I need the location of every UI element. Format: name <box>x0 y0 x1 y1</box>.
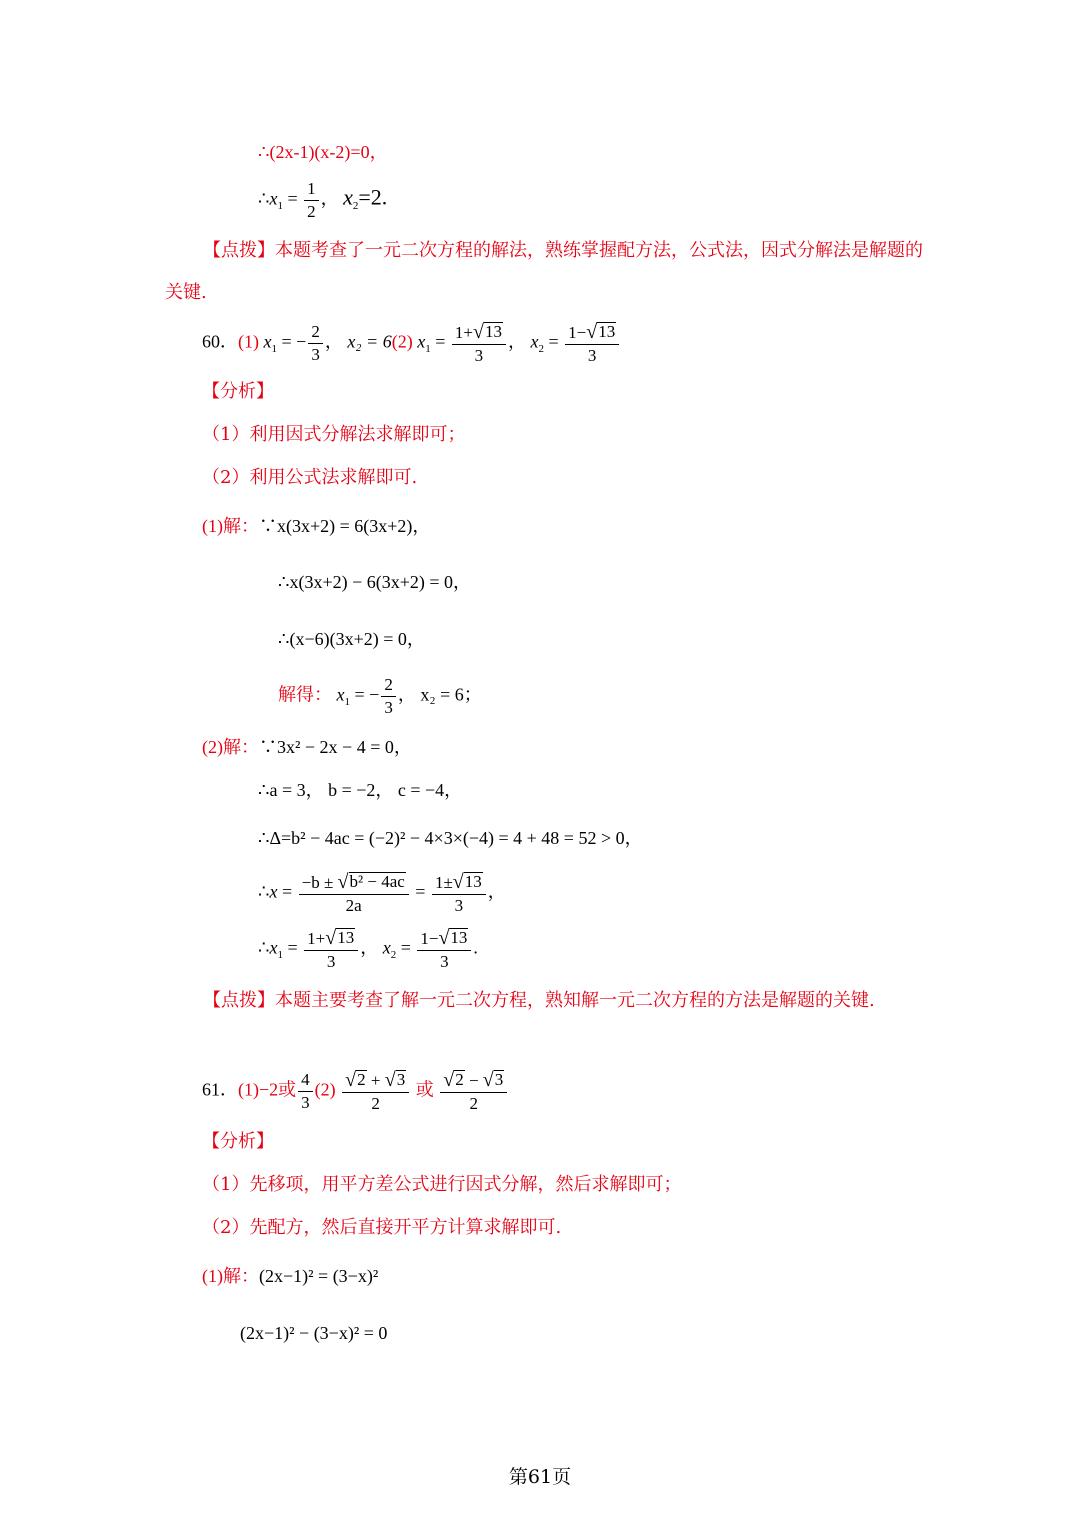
hint-paragraph-1: 【点拨】本题考查了一元二次方程的解法，熟练掌握配方法，公式法，因式分解法是解题的关键. <box>165 240 923 303</box>
q60-solution-1-line-2: ∴x(3x+2) − 6(3x+2) = 0， <box>278 572 472 592</box>
analysis-60-2: （2）利用公式法求解即可. <box>202 467 418 488</box>
q60-answer: 60．(1) $x_1$ = − $\frac{2}{3}$ ， x₂ = 6(2) $x_1$ = 1+ √ 13 3 ， $x_2$ = 1− √ 13 3 <box>202 322 621 365</box>
hint-tag: 【点拨】 <box>203 240 275 261</box>
solution-line-factored: ∴(2x-1)(x-2)=0， <box>258 142 388 162</box>
analysis-61-2: （2）先配方，然后直接开平方计算求解即可. <box>202 1217 562 1238</box>
solution-line-roots: $\therefore x_1$ = $\frac{1}{2}$ ， $x_2=2$. <box>258 179 388 221</box>
q61-solution-1-line-1: (1)解：(2x−1)² = (3−x)² <box>202 1266 379 1286</box>
hint-paragraph-2: 【点拨】本题主要考查了解一元二次方程，熟知解一元二次方程的方法是解题的关键. <box>203 990 875 1011</box>
q60-solution-2-line-2: ∴a = 3， b = −2， c = −4， <box>258 780 463 800</box>
q60-solution-2-line-3: ∴Δ=b² − 4ac = (−2)² − 4×3×(−4) = 4 + 48 = 52 > 0， <box>258 828 643 848</box>
hint-tag: 【点拨】 <box>203 990 275 1011</box>
q61-solution-1-line-2: (2x−1)² − (3−x)² = 0 <box>240 1323 388 1343</box>
page-number: 第61页 <box>508 1466 572 1488</box>
q60-solution-2-line-5: $\therefore x_1$ = 1+ √ 13 3 ， $x_2$ = 1− √ 13 3 . <box>258 927 478 971</box>
analysis-heading-61: 【分析】 <box>202 1131 274 1152</box>
analysis-60-1: （1）利用因式分解法求解即可； <box>202 424 466 445</box>
analysis-heading-60: 【分析】 <box>202 381 274 402</box>
q61-answer: 61．(1)−2或 $\frac{4}{3}$ (2) √ 2 + √ 3 2 或 √ 2 − √ 3 2 <box>202 1070 509 1113</box>
q60-solution-1-line-4: 解得： $x_1$ = − $\frac{2}{3}$ ， x₂ = 6； <box>278 675 482 717</box>
q60-solution-1-line-1: (1)解：∵x(3x+2) = 6(3x+2)， <box>202 516 431 536</box>
analysis-61-1: （1）先移项，用平方差公式进行因式分解，然后求解即可； <box>202 1174 682 1195</box>
q60-solution-2-line-4: ∴x = −b ± √ b² − 4ac 2a = 1± √ 13 3 ， <box>258 871 506 915</box>
q60-solution-2-line-1: (2)解：∵3x² − 2x − 4 = 0， <box>202 737 412 757</box>
q60-solution-1-line-3: ∴(x−6)(3x+2) = 0， <box>278 629 425 649</box>
